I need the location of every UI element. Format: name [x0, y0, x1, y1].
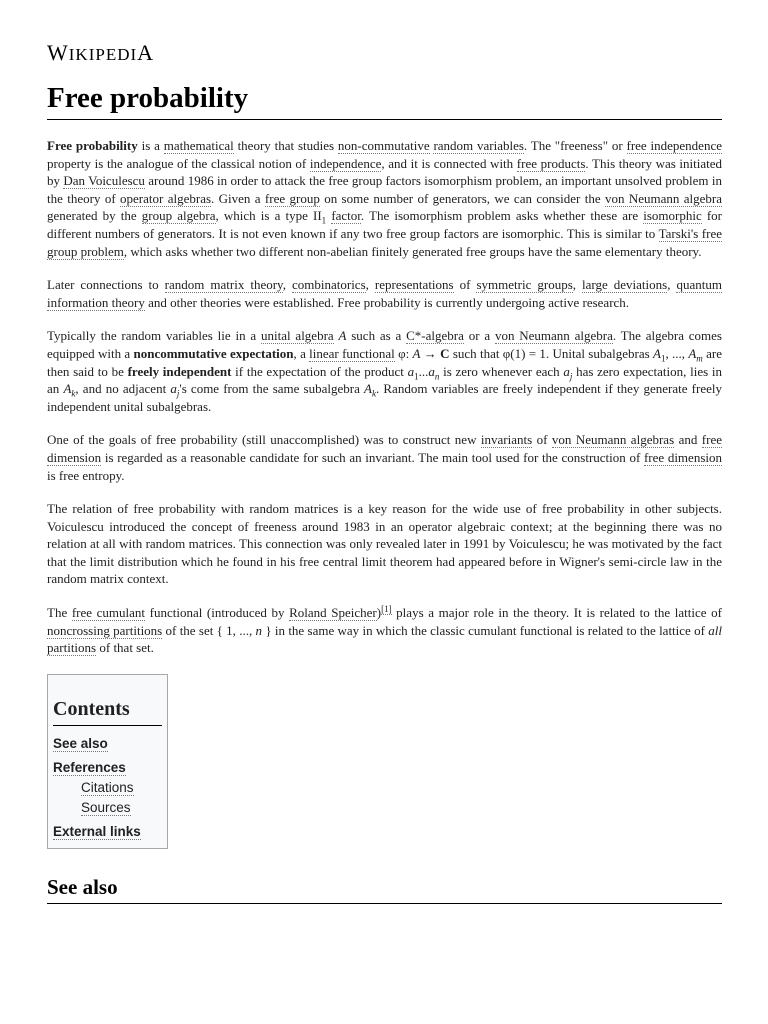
toc-title: Contents [53, 695, 162, 726]
wikipedia-wordmark[interactable] [47, 40, 722, 66]
table-of-contents [47, 674, 168, 849]
citation-ref-1[interactable]: [1] [381, 603, 392, 614]
link-von-neumann-algebra[interactable]: von Neumann algebra [604, 190, 723, 206]
toc-item-see-also[interactable]: See also [53, 735, 108, 751]
link-noncrossing-partitions[interactable]: noncrossing partitions [47, 622, 163, 638]
paragraph-free-cumulant: The free cumulant functional (introduced by Roland Speicher)[1] plays a major role in the theory. It is related to the lattice of noncrossing partitions of the set { 1, ..., n } in the same way in which the classic cumulant functional is related to the lattice of all partitions of that set. [47, 603, 722, 656]
link-von-neumann-algebra-2[interactable]: von Neumann algebra [494, 328, 613, 344]
toc-item-sources[interactable]: Sources [81, 799, 131, 815]
link-mathematical[interactable]: mathematical [163, 138, 234, 153]
link-roland-speicher[interactable]: Roland Speicher [289, 605, 377, 621]
link-invariants[interactable]: invariants [480, 432, 533, 448]
link-random-variables[interactable]: random variables [433, 138, 524, 153]
link-free-cumulant[interactable]: free cumulant [71, 605, 146, 621]
link-free-dimension-2[interactable]: free dimension [643, 449, 722, 465]
link-isomorphic[interactable]: isomorphic [643, 208, 702, 224]
link-free-group[interactable]: free group [264, 190, 320, 206]
link-group-algebra[interactable]: group algebra [141, 208, 216, 224]
link-tarskis-free-group-problem[interactable]: Tarski's free group problem [47, 225, 722, 259]
paragraph-intro: Free probability is a mathematical theory that studies non-commutative random variables. The "freeness" or free independence property is the analogue of the classical notion of independence, and it is connected with free products. This theory was initiated by Dan Voiculescu around 1986 in order to attack the free group factors isomorphism problem, an important unsolved problem in the theory of operator algebras. Given a free group on some number of generators, we can consider the von Neumann algebra generated by the group algebra, which is a type $II_1$ factor. The isomorphism problem asks whether these are isomorphic for different numbers of generators. It is not even known if any two free group factors are isomorphic. This is similar to Tarski's free group problem, which asks whether two different non-abelian finitely generated free groups have the same elementary theory. [47, 138, 723, 259]
link-free-independence[interactable]: free independence [626, 138, 722, 153]
toc-item-citations[interactable]: Citations [81, 779, 134, 795]
paragraph-later-connections: Later connections to random matrix theory, combinatorics, representations of symmetric groups, large deviations, quantum information theory and other theories were established. Free probability is currently undergoing active research. [47, 277, 722, 310]
link-combinatorics[interactable]: combinatorics [291, 277, 366, 293]
link-partitions[interactable]: partitions [47, 640, 97, 656]
paragraph-goals: One of the goals of free probability (still unaccomplished) was to construct new invariants of von Neumann algebras and free dimension is regarded as a reasonable candidate for such an invariant. The main tool used for the construction of free dimension is free entropy. [47, 432, 722, 483]
link-independence[interactable]: independence [309, 155, 382, 171]
link-representations[interactable]: representations [374, 277, 454, 293]
wordmark-initial: W [47, 40, 69, 65]
link-operator-algebras[interactable]: operator algebras [120, 190, 212, 206]
section-heading-see-also: See also [47, 873, 722, 904]
link-non-commutative[interactable]: non-commutative [337, 138, 430, 153]
link-c-star-algebra[interactable]: C*-algebra [406, 328, 464, 344]
paragraph-random-matrices: The relation of free probability with random matrices is a key reason for the wide use of free probability in other subjects. Voiculescu introduced the concept of freeness around 1983 in an operator algebraic context; at the beginning there was no relation at all with random matrices. This connection was only revealed later in 1991 by Voiculescu; he was motivated by the fact that the limit distribution which he found in his free central limit theorem had appeared before in Wigner's semi-circle law in the random matrix context. [47, 501, 722, 587]
toc-item-references[interactable]: References [53, 759, 126, 775]
paragraph-random-variables: Typically the random variables lie in a unital algebra A such as a C*-algebra or a von Neumann algebra. The algebra comes equipped with a noncommutative expectation, a linear functional φ: A → C such that φ(1) = 1. Unital subalgebras $A_1$, ..., $A_m$ are then said to be freely independent if the expectation of the product $a_1...a_n$ is zero whenever each $a_j$ has zero expectation, lies in an $A_k$, and no adjacent $a_j's$ come from the same subalgebra $A_k$. Random variables are freely independent if they generate freely independent unital subalgebras. [47, 328, 722, 414]
link-quantum-information-theory[interactable]: quantum information theory [47, 277, 722, 310]
page-title: Free probability [47, 80, 722, 120]
link-unital-algebra[interactable]: unital algebra [261, 328, 334, 344]
wordmark-smallcaps: IKIPEDI [68, 45, 138, 64]
link-von-neumann-algebras[interactable]: von Neumann algebras [551, 432, 675, 448]
link-large-deviations[interactable]: large deviations [582, 277, 668, 293]
article-page [47, 40, 722, 904]
link-factor[interactable]: factor [331, 208, 361, 224]
link-dan-voiculescu[interactable]: Dan Voiculescu [63, 173, 145, 189]
link-linear-functional[interactable]: linear functional [309, 345, 395, 361]
toc-item-external-links[interactable]: External links [53, 823, 141, 839]
link-free-products[interactable]: free products [516, 155, 586, 171]
link-random-matrix-theory[interactable]: random matrix theory [164, 277, 283, 293]
link-symmetric-groups[interactable]: symmetric groups [476, 277, 573, 293]
term-bold: Free probability [47, 138, 138, 153]
link-free-dimension[interactable]: free dimension [47, 432, 722, 465]
wordmark-final: A [137, 40, 155, 65]
toc-list [53, 734, 162, 842]
